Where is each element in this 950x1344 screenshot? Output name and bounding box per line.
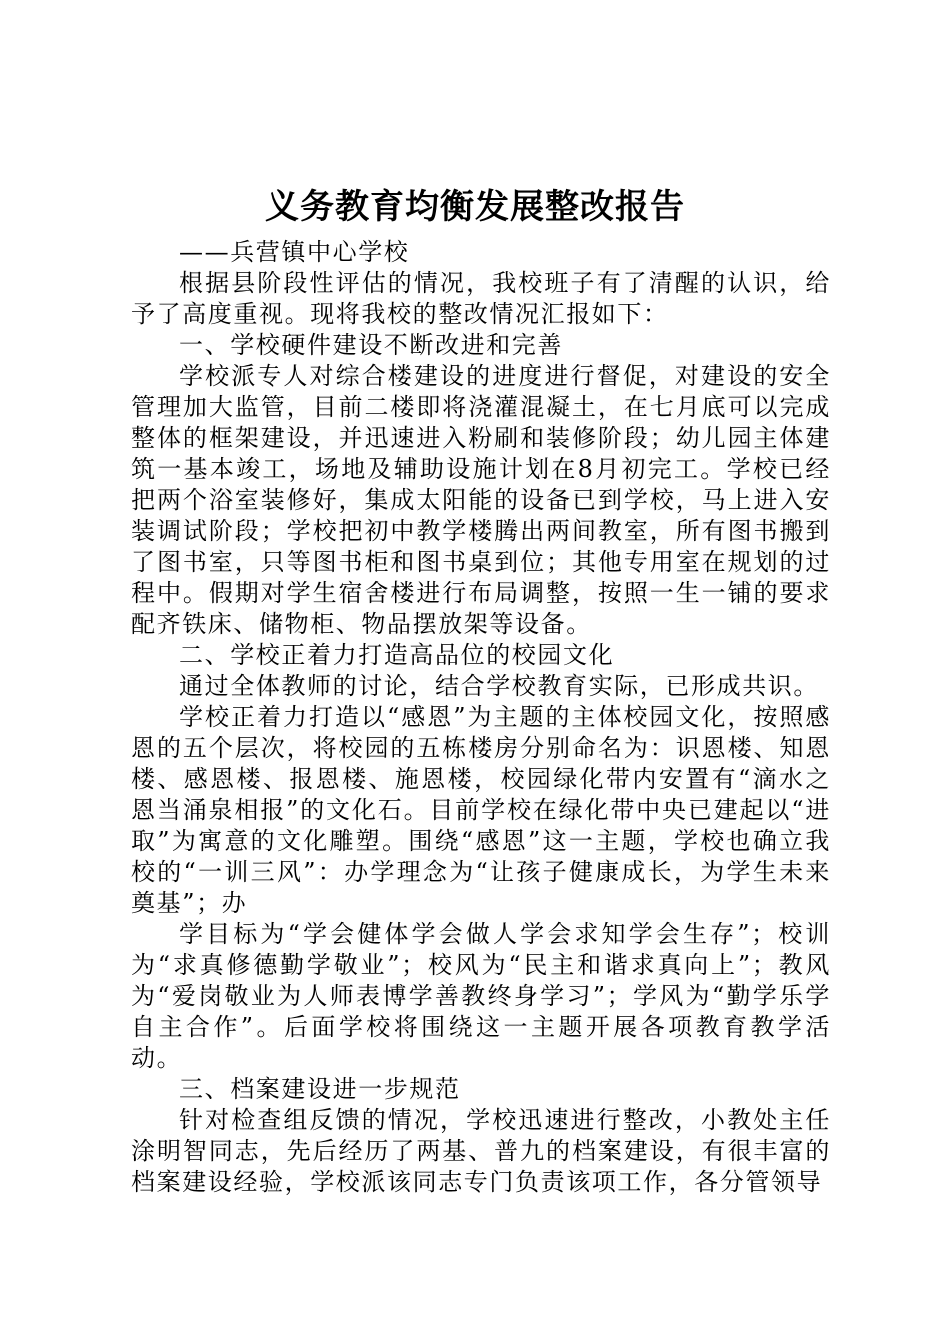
section-1-paragraph: 学校派专人对综合楼建设的进度进行督促，对建设的安全管理加大监管，目前二楼即将浇灌混凝土，在七月底可以完成整体的框架建设，并迅速进入粉刷和装修阶段；幼儿园主体建筑一基本竣工，场地及辅助设施计划在8月初完工。学校已经把两个浴室装修好，集成太阳能的设备已到学校，马上进入安装调试阶段；学校把初中教学楼腾出两间教室，所有图书搬到了图书室，只等图书柜和图书桌到位；其他专用室在规划的过程中。假期对学生宿舍楼进行布局调整，按照一生一铺的要求配齐铁床、储物柜、物品摆放架等设备。 <box>131 362 831 638</box>
section-3-paragraph: 针对检查组反馈的情况，学校迅速进行整改，小教处主任涂明智同志，先后经历了两基、普九的档案建设，有很丰富的档案建设经验，学校派该同志专门负责该项工作，各分管领导 <box>131 1106 831 1196</box>
section-2-paragraph-2: 学校正着力打造以“感恩”为主题的主体校园文化，按照感恩的五个层次，将校园的五栋楼房分别命名为：识恩楼、知恩楼、感恩楼、报恩楼、施恩楼，校园绿化带内安置有“滴水之恩当涌泉相报”的文化石。目前学校在绿化带中央已建起以“进取”为寓意的文化雕塑。围绕“感恩”这一主题，学校也确立我校的“一训三风”：办学理念为“让孩子健康成长，为学生未来奠基”；办 <box>131 703 831 917</box>
author-line: ——兵营镇中心学校 <box>179 238 410 266</box>
intro-paragraph: 根据县阶段性评估的情况，我校班子有了清醒的认识，给予了高度重视。现将我校的整改情况汇报如下： <box>131 269 831 328</box>
section-heading-1: 一、学校硬件建设不断改进和完善 <box>179 331 563 359</box>
section-heading-3: 三、档案建设进一步规范 <box>179 1075 461 1103</box>
section-2-paragraph-3: 学目标为“学会健体学会做人学会求知学会生存”；校训为“求真修德勤学敬业”；校风为“民主和谐求真向上”；教风为“爱岗敬业为人师表博学善教终身学习”；学风为“勤学乐学自主合作”。后面学校将围绕这一主题开展各项教育教学活动。 <box>131 920 831 1072</box>
document-title: 义务教育均衡发展整改报告 <box>265 187 685 227</box>
document-body <box>131 237 831 1198</box>
section-heading-2: 二、学校正着力打造高品位的校园文化 <box>179 641 615 669</box>
section-2-paragraph-1: 通过全体教师的讨论，结合学校教育实际，已形成共识。 <box>179 672 819 700</box>
